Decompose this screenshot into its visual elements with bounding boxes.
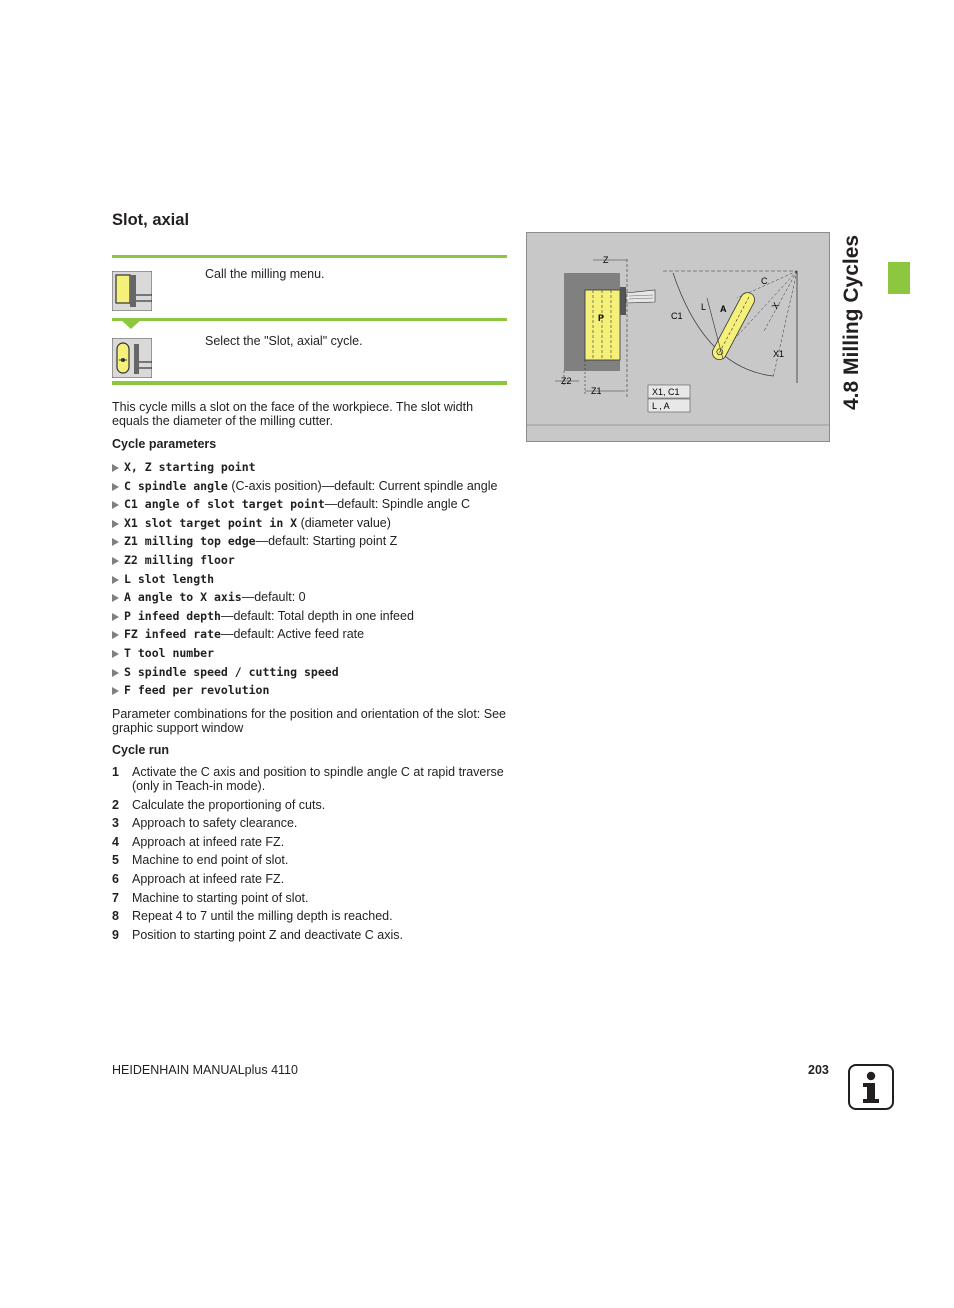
run-step: 3 Approach to safety clearance. bbox=[112, 816, 298, 831]
parameter-item: X, Z starting point bbox=[112, 460, 512, 479]
run-step: 7 Machine to starting point of slot. bbox=[112, 890, 309, 905]
footer-manual: HEIDENHAIN MANUALplus 4110 bbox=[112, 1063, 298, 1077]
run-step: 5 Machine to end point of slot. bbox=[112, 853, 289, 868]
milling-menu-icon bbox=[112, 271, 152, 311]
label-x1: X1 bbox=[773, 349, 785, 359]
step-1-text: Call the milling menu. bbox=[205, 267, 325, 281]
label-c1: C1 bbox=[671, 311, 683, 321]
label-l: L bbox=[701, 302, 707, 312]
bullet-triangle-icon bbox=[112, 520, 119, 528]
label-z: Z bbox=[603, 255, 609, 265]
chapter-tab bbox=[888, 262, 910, 294]
bullet-triangle-icon bbox=[112, 501, 119, 509]
slot-axial-diagram bbox=[527, 233, 829, 441]
parameter-item: C spindle angle (C-axis position)—default: Current spindle angle bbox=[112, 479, 512, 498]
parameter-item: FZ infeed rate—default: Active feed rate bbox=[112, 627, 512, 646]
parameter-item: A angle to X axis—default: 0 bbox=[112, 590, 512, 609]
run-step: 6 Approach at infeed rate FZ. bbox=[112, 871, 285, 886]
slot-axial-figure bbox=[526, 232, 830, 442]
parameter-item: S spindle speed / cutting speed bbox=[112, 665, 512, 684]
chapter-title: 4.8 Milling Cycles bbox=[840, 234, 863, 410]
intro-paragraph: This cycle mills a slot on the face of the workpiece. The slot width equals the diameter of the milling cutter. bbox=[112, 400, 474, 428]
bullet-triangle-icon bbox=[112, 483, 119, 491]
cycle-run-heading: Cycle run bbox=[112, 743, 169, 757]
page-number: 203 bbox=[808, 1063, 829, 1077]
section-title: Slot, axial bbox=[112, 211, 190, 229]
parameter-item: C1 angle of slot target point—default: Spindle angle C bbox=[112, 497, 512, 516]
label-x: X bbox=[769, 300, 782, 311]
divider-top bbox=[112, 255, 507, 258]
divider-mid bbox=[112, 318, 507, 321]
label-z2: Z2 bbox=[561, 376, 572, 386]
slot-axial-icon bbox=[112, 338, 152, 378]
bullet-triangle-icon bbox=[112, 464, 119, 472]
bullet-triangle-icon bbox=[112, 576, 119, 584]
label-z1: Z1 bbox=[591, 386, 602, 396]
cycle-parameters-heading: Cycle parameters bbox=[112, 437, 217, 451]
divider-bottom bbox=[112, 381, 507, 385]
cycle-run-list bbox=[112, 765, 512, 946]
label-combo-x1-c1: X1, C1 bbox=[652, 387, 680, 397]
run-step: 1 Activate the C axis and position to spindle angle C at rapid traverse (only in Teach-in mode). bbox=[112, 765, 504, 793]
parameter-item: X1 slot target point in X (diameter value) bbox=[112, 516, 512, 535]
bullet-triangle-icon bbox=[112, 613, 119, 621]
bullet-triangle-icon bbox=[112, 557, 119, 565]
bullet-triangle-icon bbox=[112, 538, 119, 546]
bullet-triangle-icon bbox=[112, 594, 119, 602]
info-icon bbox=[848, 1064, 894, 1110]
label-c: C bbox=[761, 276, 768, 286]
parameter-item: F feed per revolution bbox=[112, 683, 512, 702]
label-a: A bbox=[720, 304, 727, 314]
run-step: 8 Repeat 4 to 7 until the milling depth is reached. bbox=[112, 909, 393, 924]
bullet-triangle-icon bbox=[112, 669, 119, 677]
parameter-item: P infeed depth—default: Total depth in one infeed bbox=[112, 609, 512, 628]
run-step: 9 Position to starting point Z and deactivate C axis. bbox=[112, 927, 403, 942]
label-p: P bbox=[598, 313, 605, 323]
run-step: 2 Calculate the proportioning of cuts. bbox=[112, 797, 326, 812]
bullet-triangle-icon bbox=[112, 631, 119, 639]
step-2-text: Select the "Slot, axial" cycle. bbox=[205, 334, 363, 348]
combinations-note: Parameter combinations for the position and orientation of the slot: See graphic support window bbox=[112, 707, 506, 735]
parameter-item: T tool number bbox=[112, 646, 512, 665]
bullet-triangle-icon bbox=[112, 650, 119, 658]
bullet-triangle-icon bbox=[112, 687, 119, 695]
parameter-item: Z1 milling top edge—default: Starting point Z bbox=[112, 534, 512, 553]
parameter-item: Z2 milling floor bbox=[112, 553, 512, 572]
label-combo-l-a: L , A bbox=[652, 401, 670, 411]
parameter-list bbox=[112, 460, 512, 702]
down-arrow-icon bbox=[120, 319, 142, 329]
run-step: 4 Approach at infeed rate FZ. bbox=[112, 834, 285, 849]
parameter-item: L slot length bbox=[112, 572, 512, 591]
